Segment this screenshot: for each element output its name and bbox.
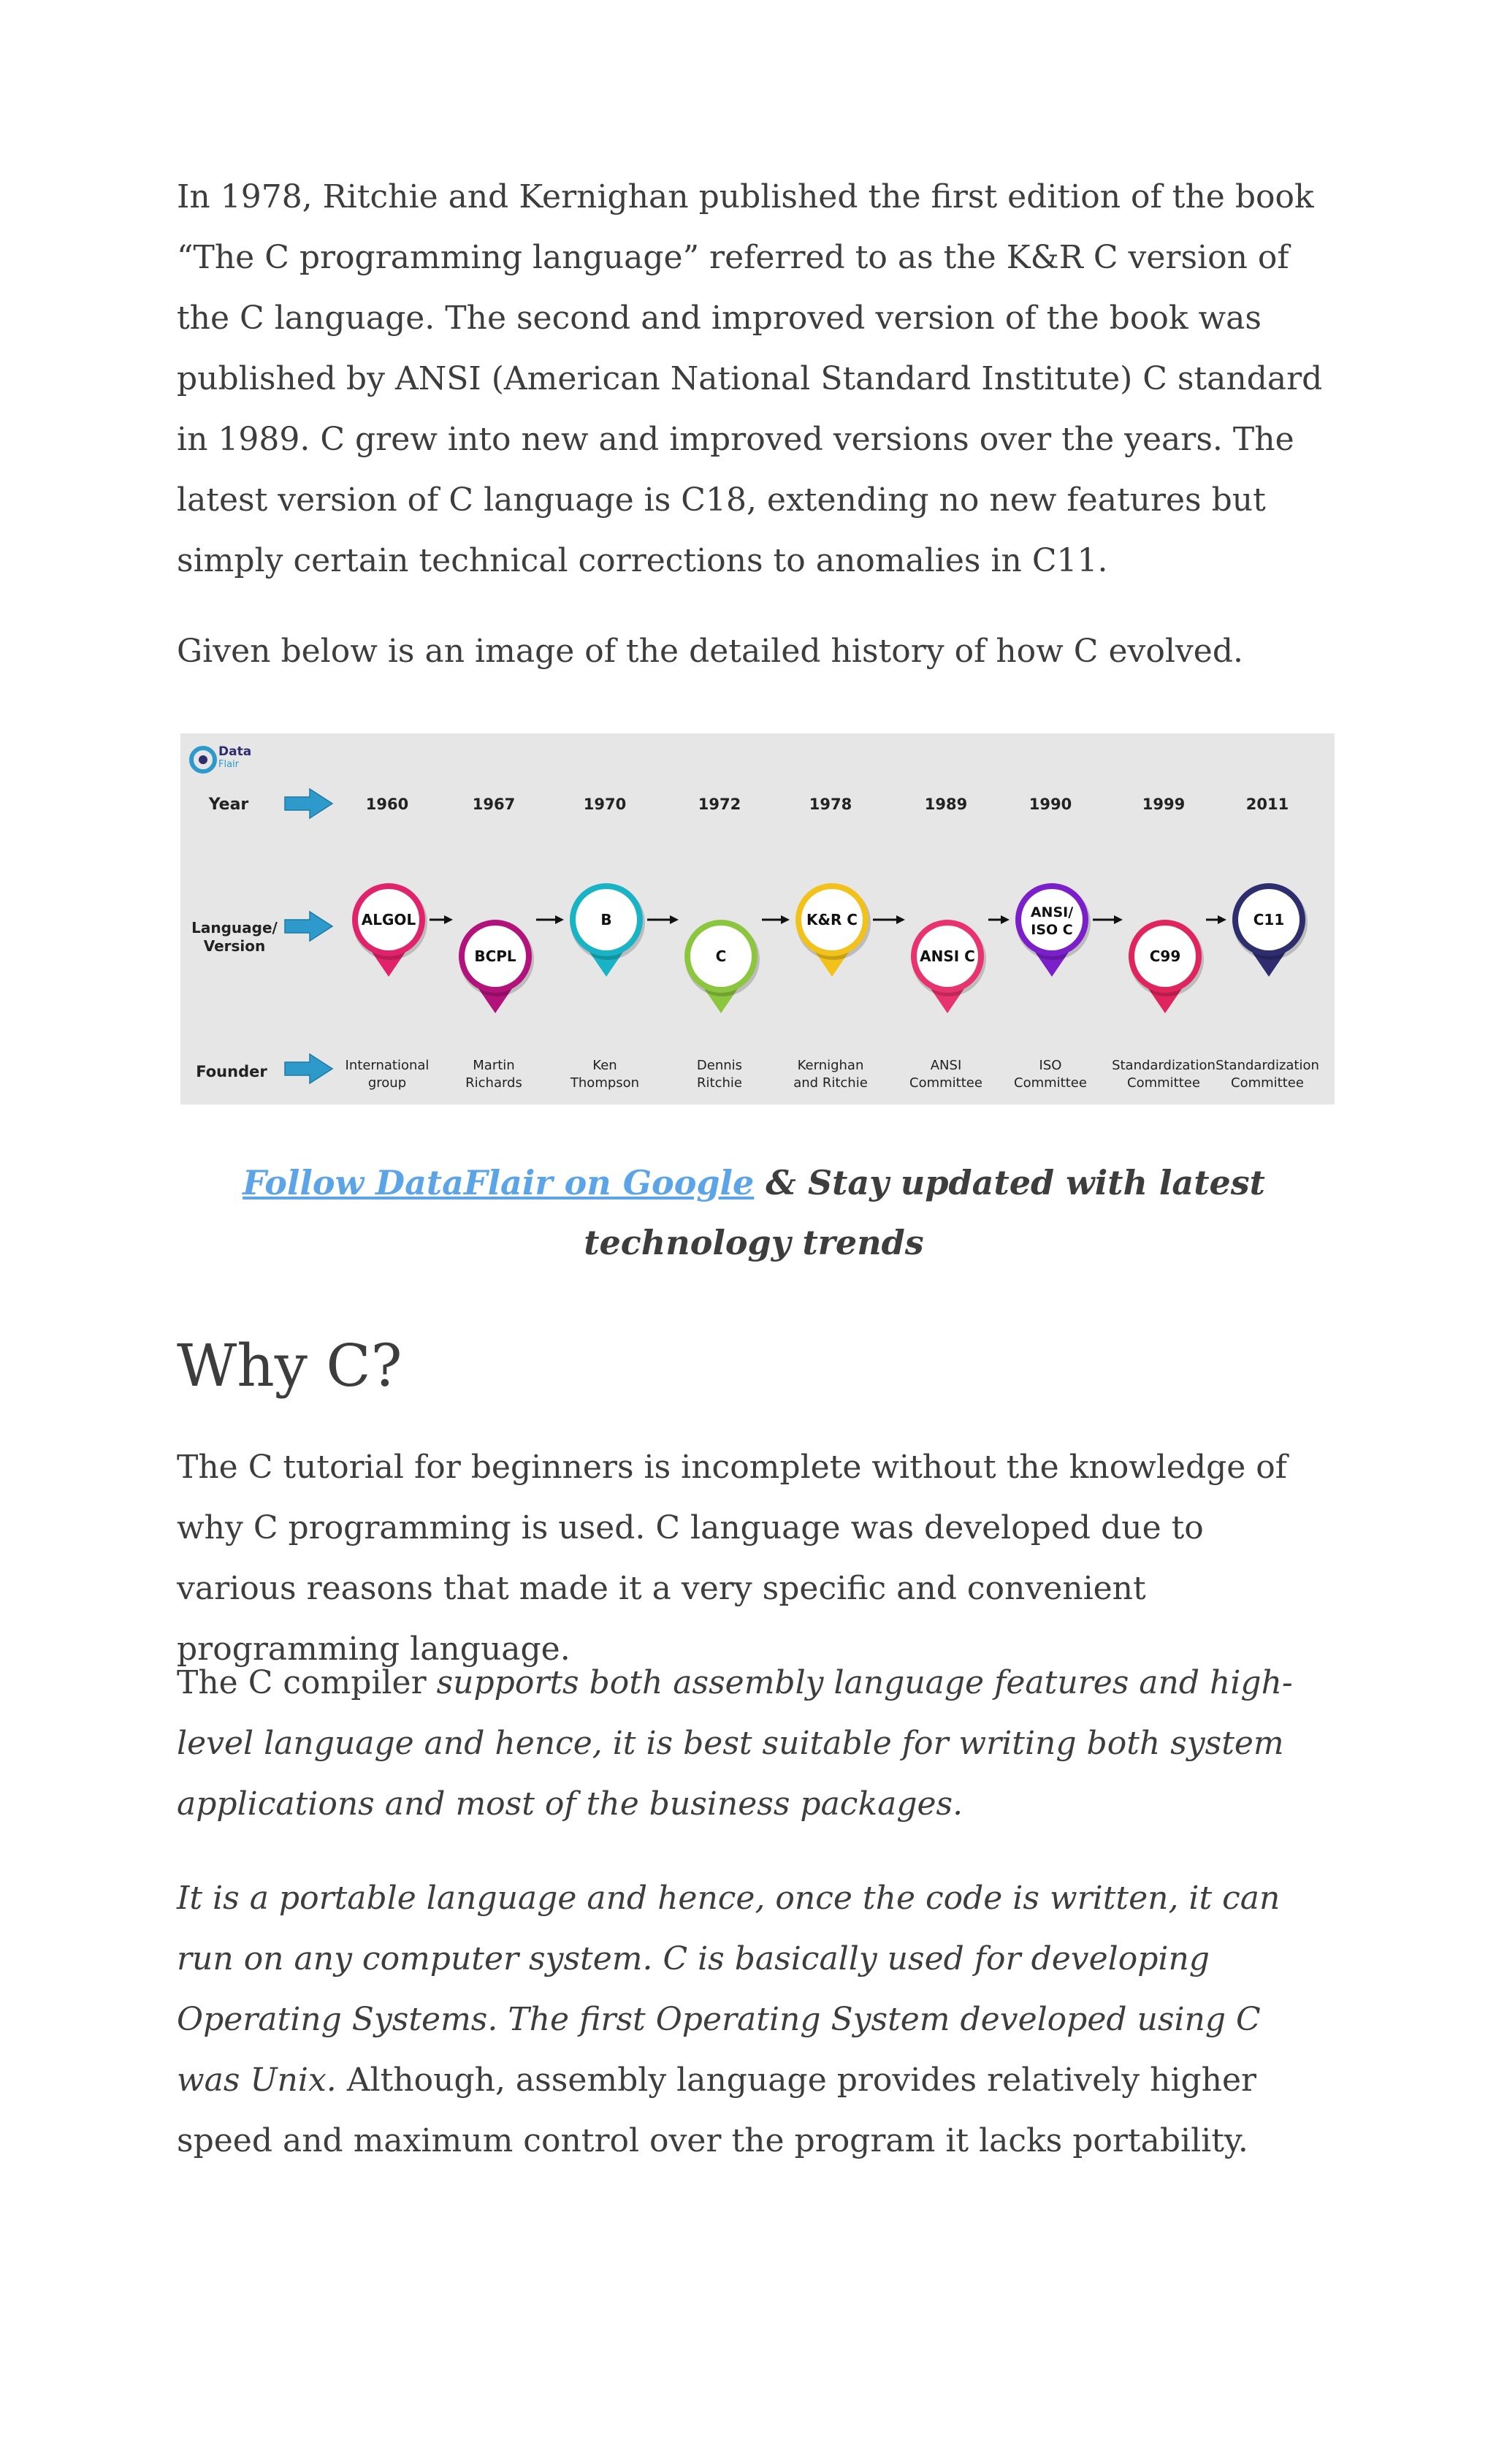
milestone — [570, 796, 679, 1091]
connector-arrow-icon — [647, 915, 679, 924]
connector-arrow-icon — [536, 915, 564, 924]
milestone-founder-2: Committee — [1014, 1075, 1087, 1091]
milestone-language: BCPL — [474, 947, 516, 965]
version-pin-icon — [1232, 883, 1308, 977]
row-label-language-2: Version — [203, 937, 266, 955]
connector-arrow-icon — [430, 915, 453, 924]
milestone-year: 1989 — [924, 796, 968, 813]
milestone-founder: ISO — [1039, 1058, 1062, 1073]
milestone — [1014, 796, 1123, 1091]
paragraph-compiler-italic: supports both assembly language features and high-level language and hence, it is best suitable for writing both system applications and most of the business packages. — [177, 1664, 1293, 1823]
milestone-language: C99 — [1149, 947, 1181, 965]
row-label-language-1: Language/ — [191, 919, 278, 937]
milestone-founder-2: Thompson — [570, 1075, 640, 1091]
row-label-year: Year — [208, 796, 249, 814]
milestone-founder-2: and Ritchie — [793, 1075, 868, 1091]
paragraph-compiler-plain: The C compiler — [177, 1664, 437, 1701]
milestone-founder: International — [345, 1058, 430, 1073]
milestone-year: 1990 — [1028, 796, 1072, 813]
milestone — [459, 796, 564, 1091]
milestone — [1112, 796, 1226, 1091]
milestones — [346, 796, 1319, 1091]
milestone — [793, 796, 905, 1091]
row-arrow-icon — [285, 789, 332, 818]
row-arrow-icon — [285, 912, 332, 941]
paragraph-portable-italic: It is a portable language and hence, once the code is written, it can run on any computer system. C is basically used for developing Operating Systems. The first Operating System developed using C was Unix. — [177, 1880, 1281, 2099]
milestone-year: 1999 — [1142, 796, 1186, 813]
milestone-year: 1972 — [698, 796, 741, 813]
milestone-founder-2: Committee — [1127, 1075, 1200, 1091]
version-pin-icon — [684, 920, 760, 1013]
milestone-year: 2011 — [1245, 796, 1289, 813]
dataflair-logo-dot — [199, 755, 207, 764]
logo-text-2: Flair — [218, 759, 240, 770]
milestone-language: K&R C — [806, 911, 858, 928]
milestone-language-2: ISO C — [1031, 922, 1073, 938]
milestone-founder-2: Richards — [465, 1075, 522, 1091]
row-label-founder: Founder — [196, 1063, 267, 1080]
milestone-founder-2: Committee — [1231, 1075, 1304, 1091]
logo-text-1: Data — [218, 744, 252, 759]
milestone-year: 1978 — [809, 796, 852, 813]
milestone — [346, 796, 453, 1091]
follow-rest-text: & Stay updated with latest technology trends — [584, 1163, 1265, 1262]
milestone-year: 1970 — [583, 796, 627, 813]
connector-arrow-icon — [873, 915, 905, 924]
version-pin-icon — [911, 920, 986, 1013]
milestone-founder-2: Ritchie — [697, 1075, 742, 1091]
milestone-founder: Martin — [473, 1058, 515, 1073]
connector-arrow-icon — [1093, 915, 1123, 924]
dataflair-logo — [191, 744, 251, 771]
connector-arrow-icon — [1206, 915, 1226, 924]
milestone — [909, 796, 1010, 1091]
section-title: Why C? — [177, 1332, 402, 1400]
milestone-language: C — [715, 947, 727, 965]
milestone-language: ALGOL — [361, 911, 416, 928]
paragraph-portable — [177, 1868, 1331, 2171]
milestone — [684, 796, 790, 1091]
milestone-language: B — [600, 911, 612, 928]
milestone-year: 1967 — [472, 796, 516, 813]
milestone-founder: Kernighan — [797, 1058, 864, 1073]
milestone-founder: Ken — [592, 1058, 617, 1073]
follow-banner — [177, 1153, 1331, 1273]
version-pin-icon — [1129, 920, 1204, 1013]
row-arrows — [285, 789, 332, 1083]
connector-arrow-icon — [762, 915, 790, 924]
milestone — [1216, 796, 1319, 1091]
infographic-svg — [180, 733, 1335, 1105]
milestone-founder: Standardization — [1112, 1058, 1216, 1073]
follow-dataflair-link[interactable]: Follow DataFlair on Google — [243, 1163, 755, 1202]
c-history-infographic — [180, 733, 1335, 1105]
paragraph-image-intro: Given below is an image of the detailed history of how C evolved. — [177, 633, 1243, 670]
milestone-language: C11 — [1253, 911, 1285, 928]
paragraph-why-c: The C tutorial for beginners is incomplete without the knowledge of why C programming is used. C language was developed due to various reasons that made it a very specific and convenient programming language. — [177, 1449, 1288, 1668]
version-pin-icon — [795, 883, 871, 977]
paragraph-portable-plain: Although, assembly language provides relatively higher speed and maximum control over the program it lacks portability. — [177, 2061, 1257, 2159]
version-pin-icon — [352, 883, 427, 977]
milestone-founder: Dennis — [696, 1058, 743, 1073]
row-arrow-icon — [285, 1054, 332, 1083]
milestone-year: 1960 — [365, 796, 409, 813]
milestone-language: ANSI/ — [1030, 904, 1074, 920]
milestone-founder: ANSI — [930, 1058, 962, 1073]
version-pin-icon — [459, 920, 534, 1013]
milestone-founder: Standardization — [1216, 1058, 1319, 1073]
milestone-founder-2: group — [367, 1075, 407, 1091]
paragraph-history: In 1978, Ritchie and Kernighan published the first edition of the book “The C programming language” referred to as the K&R C version of the C language. The second and improved version of the book was published by ANSI (American National Standard Institute) C standard in 1989. C grew into new and improved versions over the years. The latest version of C language is C18, extending no new features but simply certain technical corrections to anomalies in C11. — [177, 178, 1323, 579]
milestone-founder-2: Committee — [909, 1075, 982, 1091]
milestone-language: ANSI C — [920, 947, 975, 965]
version-pin-icon — [570, 883, 645, 977]
connector-arrow-icon — [988, 915, 1010, 924]
paragraph-compiler — [177, 1652, 1331, 1834]
